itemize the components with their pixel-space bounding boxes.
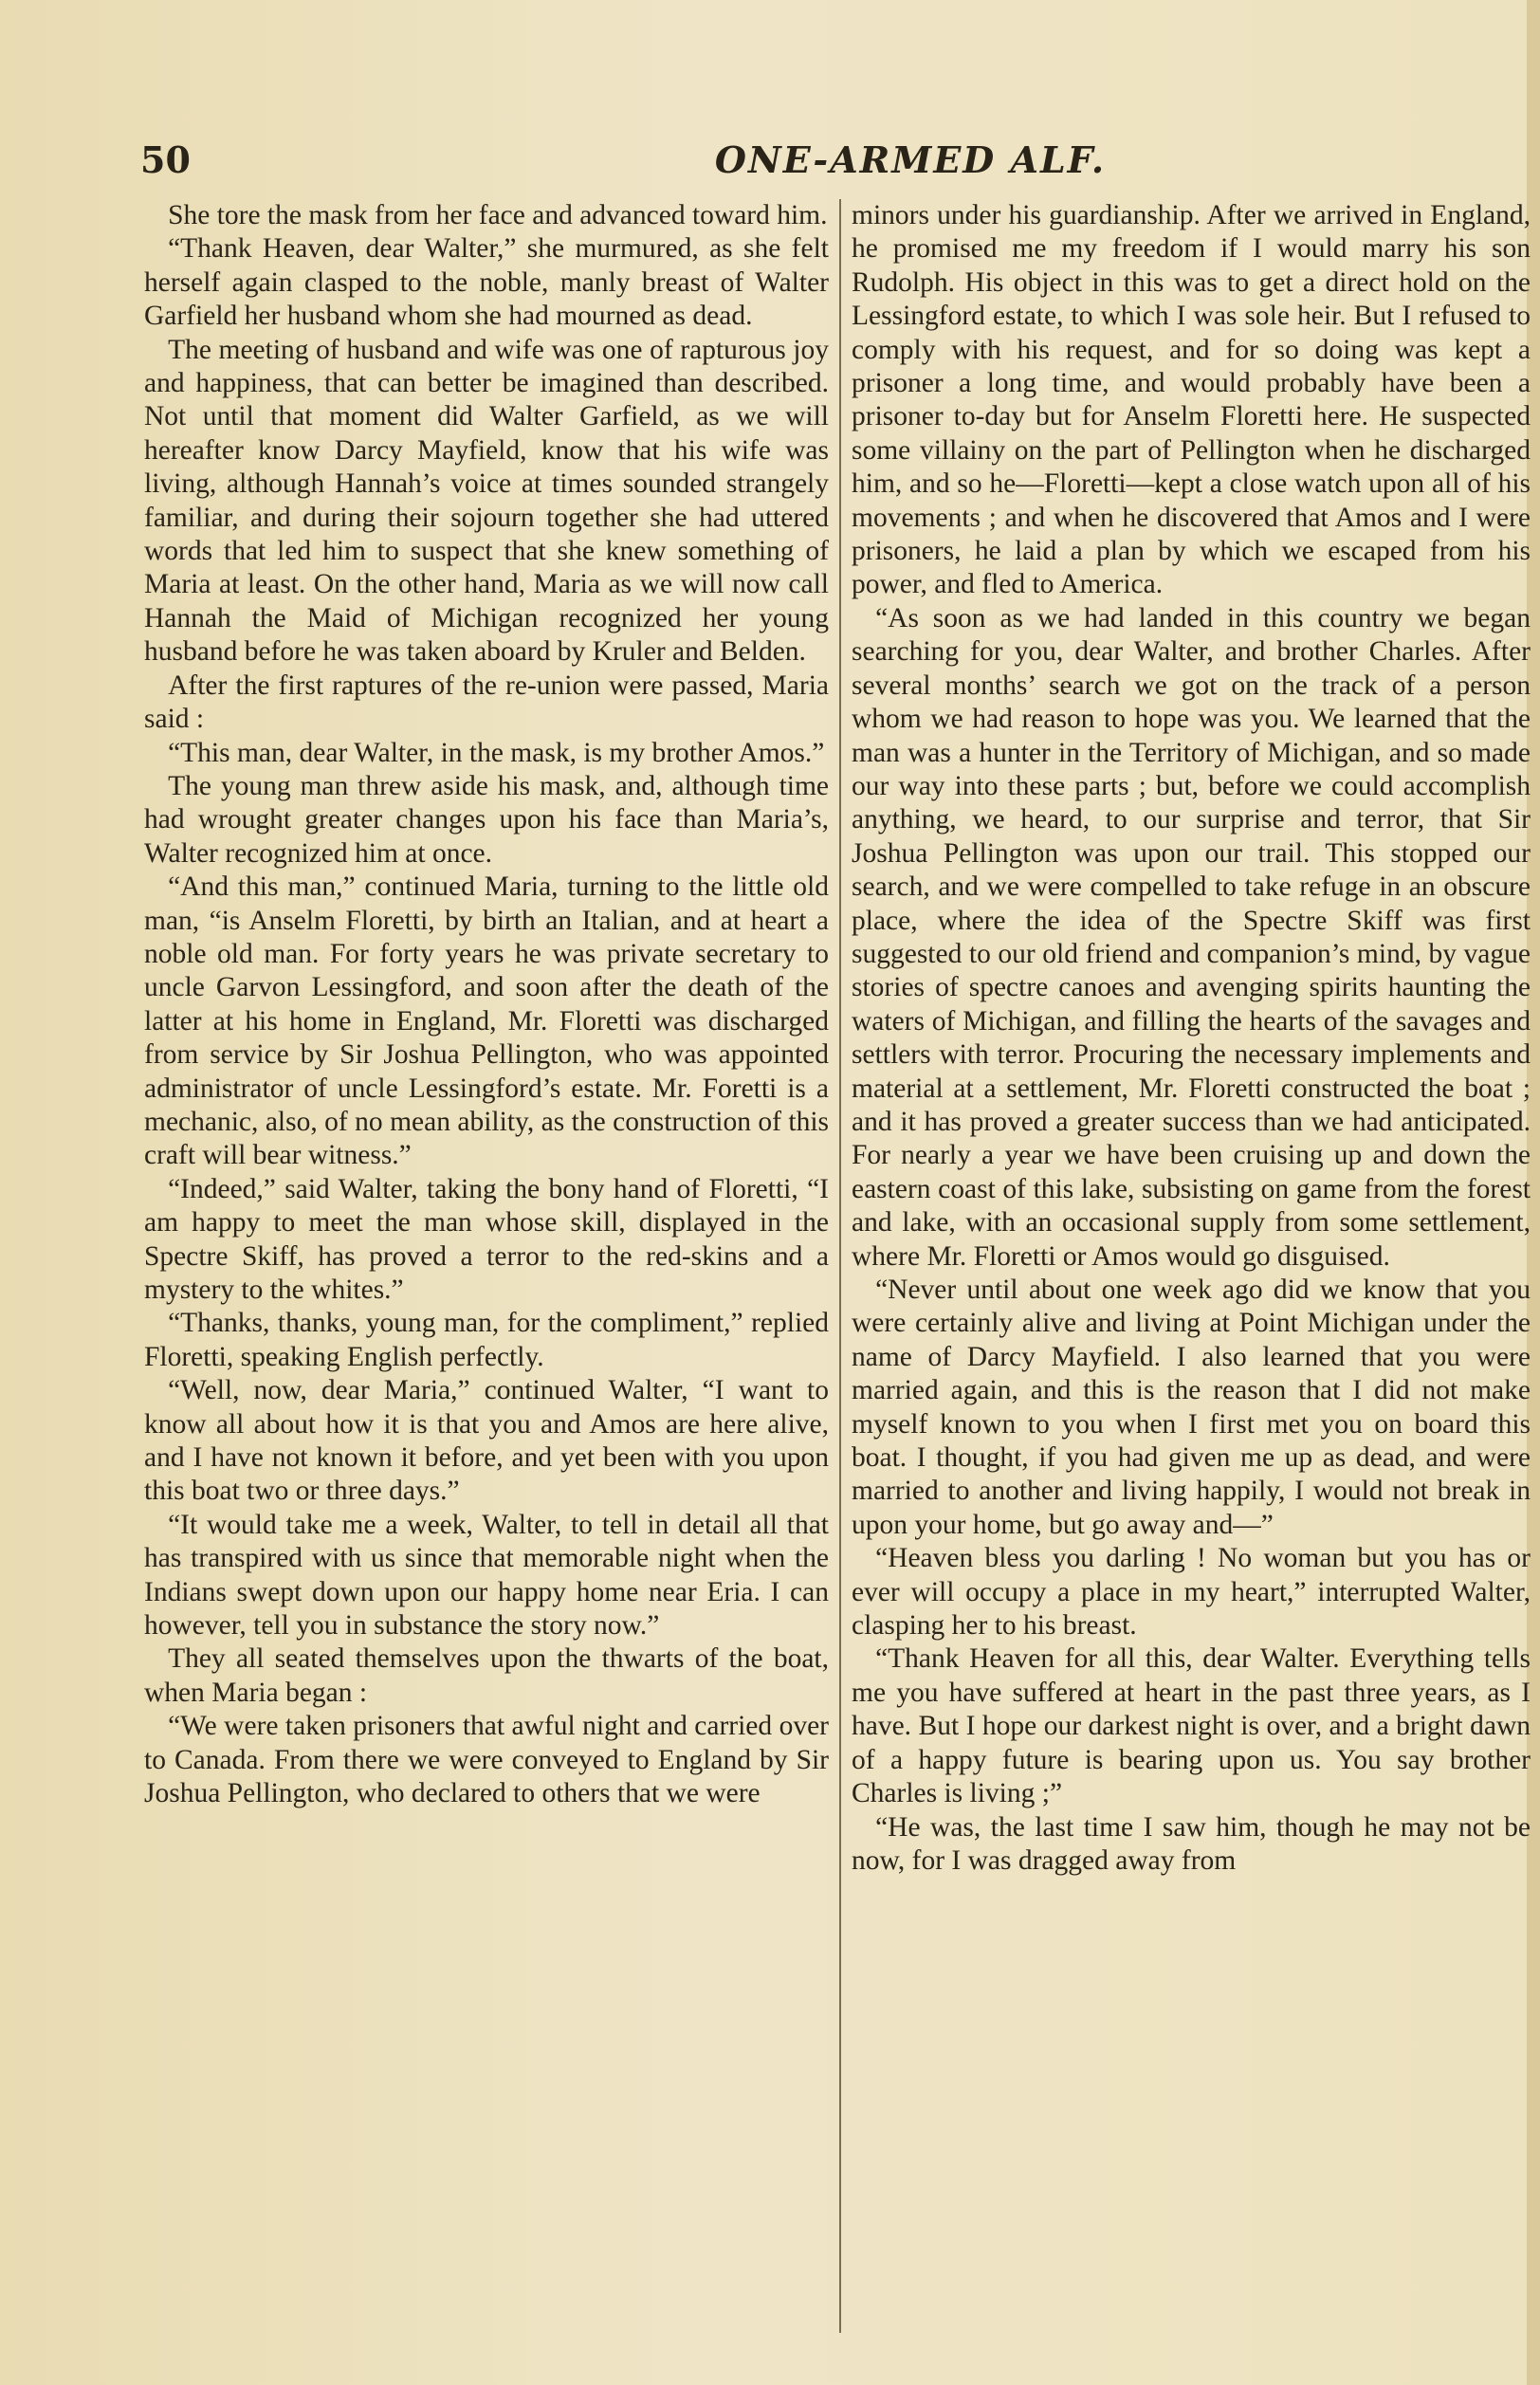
paragraph: minors under his guardianship. After we arrived in England, he promised me my freedom if I would marry his son Rudolph. His object in this was to get a direct hold on the Lessingford estate, to which I was sole heir. But I refused to comply with his request, and for so doing was kept a prisoner a long time, and would probably have been a prisoner to-day but for Anselm Floretti here. He suspected some villainy on the part of Pellington when he discharged him, and so he—Floretti—kept a close watch upon all of his movements ; and when he discovered that Amos and I were prisoners, he laid a plan by which we escaped from his power, and fled to America. bbox=[852, 200, 1531, 600]
paragraph: “Well, now, dear Maria,” continued Walter, “I want to know all about how it is that you and Amos are here alive, and I have not known it before, and yet been with you upon this boat two or three days.” bbox=[144, 1375, 829, 1507]
paragraph: “Thank Heaven, dear Walter,” she murmured, as she felt herself again clasped to the noble, manly breast of Walter Garfield her husband whom she had mourned as dead. bbox=[144, 233, 829, 332]
paragraph: “As soon as we had landed in this country we began searching for you, dear Walter, and brother Charles. After several months’ search we got on the track of a person whom we had reason to hope was you. We learned that the man was a hunter in the Territory of Michigan, and so made our way into these parts ; but, before we could accomplish anything, we heard, to our surprise and terror, that Sir Joshua Pellington was upon our trail. This stopped our search, and we were compelled to take refuge in an obscure place, where the idea of the Spectre Skiff was first suggested to our old friend and companion’s mind, by vague stories of spectre canoes and avenging spirits haunting the waters of Michigan, and filling the hearts of the savages and settlers with terror. Procuring the necessary implements and material at a settlement, Mr. Floretti constructed the boat ; and it has proved a greater success than we had anticipated. For nearly a year we have been cruising up and down the eastern coast of this lake, subsisting on game from the forest and lake, with an occasional supply from some settlement, where Mr. Floretti or Amos would go disguised. bbox=[852, 602, 1531, 1272]
paragraph: “Thanks, thanks, young man, for the compliment,” replied Floretti, speaking English perfectly. bbox=[144, 1308, 829, 1372]
paragraph: “Heaven bless you darling ! No woman but you has or ever will occupy a place in my heart,” interrupted Walter, clasping her to his breast. bbox=[852, 1543, 1531, 1642]
column-divider bbox=[839, 199, 841, 2333]
paragraph: “He was, the last time I saw him, though he may not be now, for I was dragged away from bbox=[852, 1811, 1531, 1876]
page-number: 50 bbox=[140, 138, 191, 181]
right-column bbox=[852, 199, 1531, 2333]
paragraph: “It would take me a week, Walter, to tell in detail all that has transpired with us since that memorable night when the Indians swept down upon our happy home near Eria. I can however, tell you in substance the story now.” bbox=[144, 1509, 829, 1642]
left-column bbox=[144, 199, 829, 2333]
running-title: ONE-ARMED ALF. bbox=[714, 138, 1107, 181]
paragraph: The young man threw aside his mask, and, although time had wrought greater changes upon his face than Maria’s, Walter recognized him at once. bbox=[144, 770, 829, 869]
paragraph: “And this man,” continued Maria, turning to the little old man, “is Anselm Floretti, by birth an Italian, and at heart a noble old man. For forty years he was private secretary to uncle Garvon Lessingford, and soon after the death of the latter at his home in England, Mr. Floretti was discharged from service by Sir Joshua Pellington, who was appointed administrator of uncle Lessingford’s estate. Mr. Foretti is a mechanic, also, of no mean ability, as the construction of this craft will bear witness.” bbox=[144, 871, 829, 1171]
paragraph: The meeting of husband and wife was one of rapturous joy and happiness, that can better be imagined than described. Not until that moment did Walter Garfield, as we will hereafter know Darcy Mayfield, know that his wife was living, although Hannah’s voice at times sounded strangely familiar, and during their sojourn together she had uttered words that led him to suspect that she knew something of Maria at least. On the other hand, Maria as we will now call Hannah the Maid of Michigan recognized her young husband before he was taken aboard by Kruler and Belden. bbox=[144, 334, 829, 668]
paragraph: She tore the mask from her face and advanced toward him. bbox=[168, 200, 828, 230]
paragraph: “Never until about one week ago did we know that you were certainly alive and living at Point Michigan under the name of Darcy Mayfield. I also learned that you were married again, and this is the reason that I did not make myself known to you when I first met you on board this boat. I thought, if you had given me up as dead, and were married to another and living happily, I would not break in upon your home, but go away and—” bbox=[852, 1275, 1531, 1540]
paragraph: “This man, dear Walter, in the mask, is my brother Amos.” bbox=[168, 737, 825, 768]
page-header bbox=[133, 133, 1460, 190]
paragraph: They all seated themselves upon the thwarts of the boat, when Maria began : bbox=[144, 1643, 829, 1708]
paragraph: “Indeed,” said Walter, taking the bony hand of Floretti, “I am happy to meet the man whose skill, displayed in the Spectre Skiff, has proved a terror to the red-skins and a mystery to the whites.” bbox=[144, 1173, 829, 1305]
paragraph: After the first raptures of the re-union were passed, Maria said : bbox=[144, 670, 829, 735]
paragraph: “Thank Heaven for all this, dear Walter. Everything tells me you have suffered at heart in the past three years, as I have. But I hope our darkest night is over, and a bright dawn of a happy future is bearing upon us. You say brother Charles is living ;” bbox=[852, 1643, 1531, 1809]
paragraph: “We were taken prisoners that awful night and carried over to Canada. From there we were conveyed to England by Sir Joshua Pellington, who declared to others that we were bbox=[144, 1711, 829, 1809]
